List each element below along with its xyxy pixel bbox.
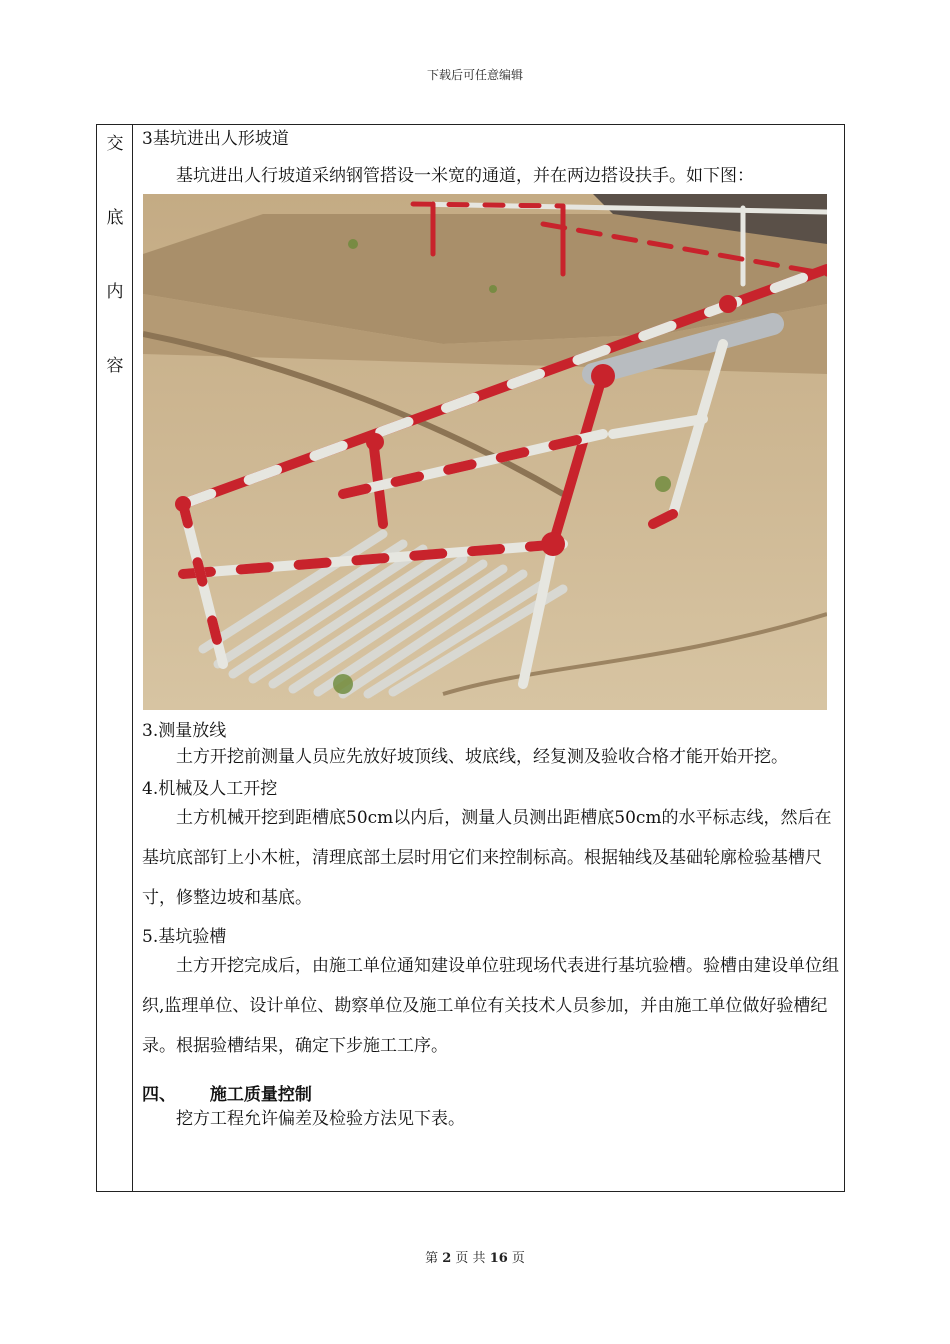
excavation-section-title: 4.机械及人工开挖: [142, 779, 278, 799]
excavation-section-body: 土方机械开挖到距槽底50cm以内后，测量人员测出距槽底50cm的水平标志线，然后在基坑底部钉上小木桩，清理底部土层时用它们来控制标高。根据轴线及基础轮廓检验基槽尺寸，修整边坡和基底。: [142, 808, 832, 908]
side-label-char: 内: [106, 282, 124, 302]
ramp-photo: [143, 194, 827, 710]
side-label-column: [97, 125, 133, 1191]
quality-section-number: 四、: [142, 1085, 176, 1105]
survey-section-body: 土方开挖前测量人员应先放好坡顶线、坡底线，经复测及验收合格才能开始开挖。: [176, 747, 788, 767]
quality-section-heading: [142, 1082, 842, 1108]
quality-section-body: 挖方工程允许偏差及检验方法见下表。: [176, 1109, 465, 1129]
footer-suffix: 页: [511, 1251, 525, 1266]
disclosure-content: [142, 124, 842, 189]
footer-total-pages: 16: [489, 1251, 508, 1266]
header-note: 下载后可任意编辑: [426, 68, 523, 82]
ramp-section-body: 基坑进出人行坡道采纳钢管搭设一米宽的通道，并在两边搭设扶手。如下图：: [176, 166, 754, 186]
side-label-char: 容: [106, 356, 124, 376]
page-footer: [0, 1247, 950, 1266]
inspection-section-title: 5.基坑验槽: [142, 927, 227, 947]
side-label-char: 底: [106, 208, 124, 228]
footer-page-number: 2: [442, 1251, 452, 1266]
footer-prefix: 第: [425, 1251, 439, 1266]
inspection-section-body: 土方开挖完成后，由施工单位通知建设单位驻现场代表进行基坑验槽。验槽由建设单位组织,监理单位、设计单位、勘察单位及施工单位有关技术人员参加，并由施工单位做好验槽纪录。根据验槽结果，确定下步施工工序。: [142, 956, 839, 1056]
ramp-photo-illustration: [143, 194, 827, 710]
footer-mid: 页 共: [455, 1251, 486, 1266]
ramp-section-title: 3基坑进出人形坡道: [142, 129, 289, 149]
side-label-char: 交: [106, 134, 124, 154]
survey-section-title: 3.测量放线: [142, 721, 227, 741]
quality-section-title: 施工质量控制: [209, 1085, 312, 1105]
disclosure-content-lower: [142, 718, 842, 1132]
